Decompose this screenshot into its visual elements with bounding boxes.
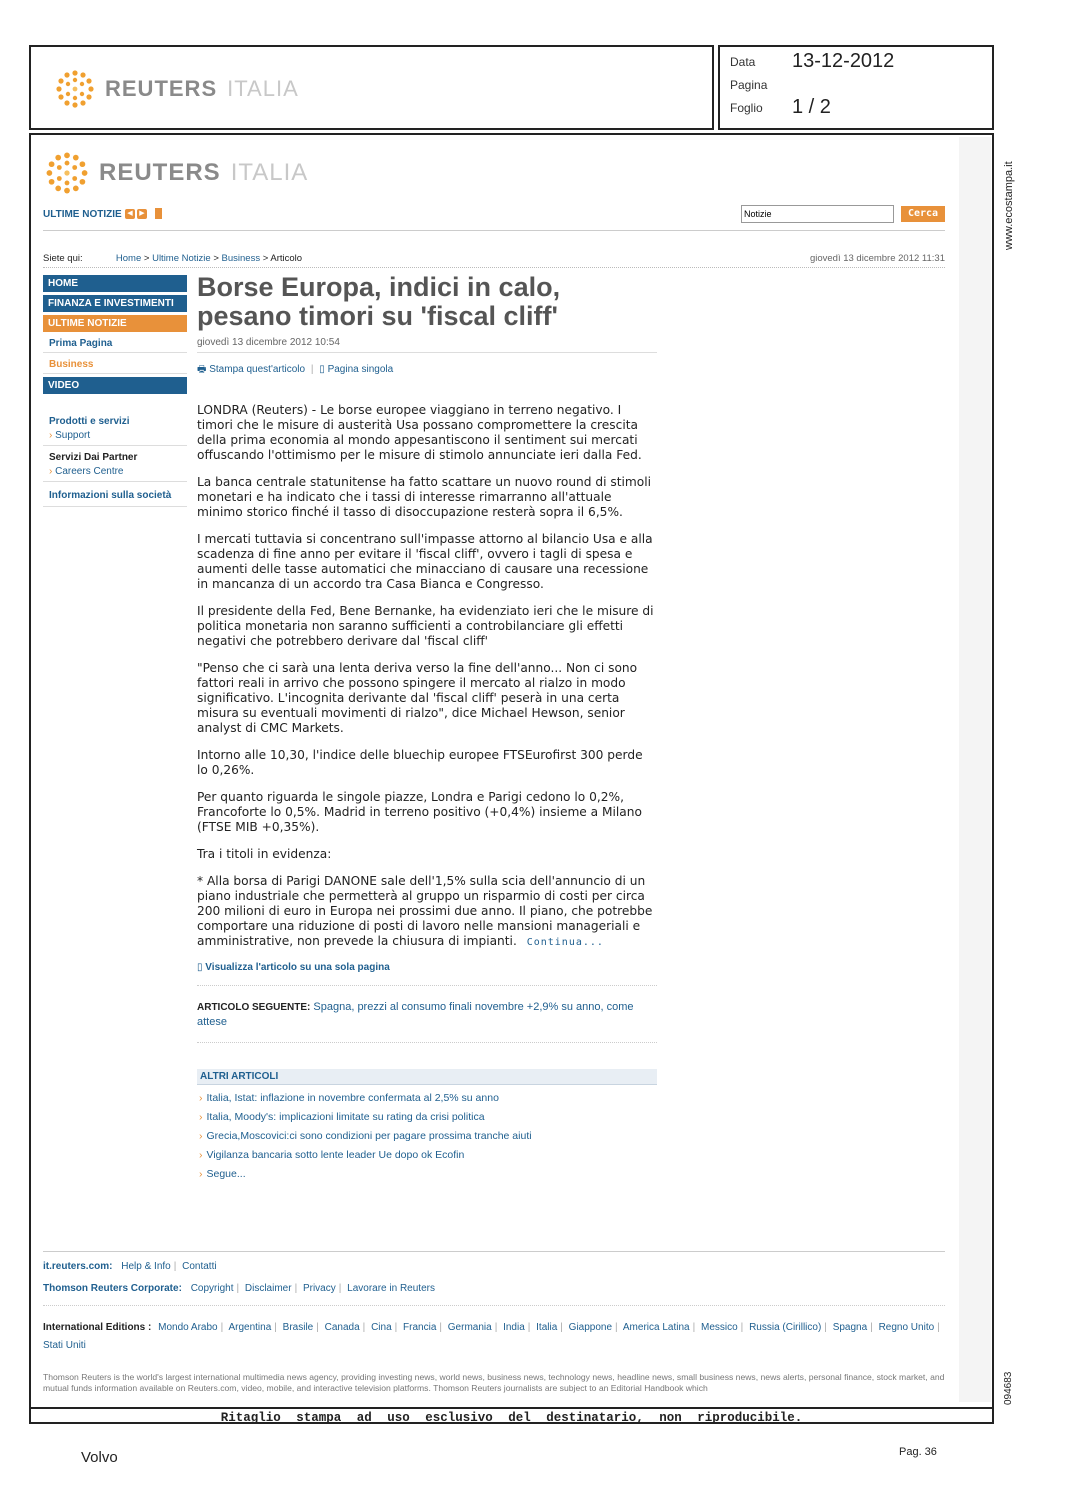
edition-link[interactable]: Argentina [228,1322,272,1333]
side-url: www.ecostampa.it [1003,161,1015,250]
article-paragraph: Il presidente della Fed, Bene Bernanke, ha evidenziato ieri che le misure di politica monetaria non saranno sufficienti a controbilanciare gli effetti negativi che potrebbero derivare dal 'fiscal cliff' [197,604,654,648]
footer-site-label: it.reuters.com: [43,1261,113,1272]
footer-copyright-link[interactable]: Copyright [190,1283,234,1294]
nav-home[interactable]: HOME [43,275,187,292]
nav-business[interactable]: Business [43,356,187,374]
edition-link[interactable]: Messico [700,1322,738,1333]
search-input[interactable] [741,205,894,223]
breadcrumb-current: Articolo [270,253,303,264]
next-label: ARTICOLO SEGUENTE: [197,1002,311,1013]
article-paragraph: I mercati tuttavia si concentrano sull'impasse attorno al bilancio Usa e alla scadenza di fine anno per evitare il 'fiscal cliff', ovvero i tagli di spesa e aumenti delle tasse automatici che minacciano di causare una recessione in mancanza di un accordo tra Casa Bianca e Congresso. [197,532,653,591]
reuters-logo-icon [55,69,95,109]
footer-row-site: it.reuters.com: Help & Info | Contatti [43,1261,217,1272]
edition-link[interactable]: Brasile [282,1322,314,1333]
edition-link[interactable]: Italia [536,1322,558,1333]
edition-link[interactable]: Germania [447,1322,492,1333]
single-page-link[interactable]: Pagina singola [327,364,394,375]
edition-link[interactable]: Russia (Cirillico) [749,1322,822,1333]
footer-lavorare-link[interactable]: Lavorare in Reuters [347,1283,435,1294]
continue-link[interactable]: Continua... [526,937,604,948]
related-list [197,1092,657,1180]
site-logo [45,151,308,195]
page-datetime: giovedì 13 dicembre 2012 11:31 [809,253,945,264]
nav-ultime-notizie[interactable]: ULTIME NOTIZIE [43,315,187,332]
article-tools: 🖶 Stampa quest'articolo | ▯ Pagina singola [197,364,394,375]
footer-dotted-divider [43,1305,945,1306]
article-paragraph: "Penso che ci sarà una lenta deriva verso la fine dell'anno... Non ci sono fattori reali in arrivo che possono spingere il mercato al rialzo in modo significativo. L'incognita derivante dal 'fiscal cliff' peserà in una certa misura su eventuali movimenti di rialzo", dice Michael Hewson, senior analyst di CMC Markets. [197,661,638,735]
data-label: Data [730,55,756,69]
header-brand-box [29,45,714,130]
brand-name: REUTERS [105,76,218,101]
rss-icon[interactable] [155,208,162,219]
breadcrumb-business[interactable]: Business [221,253,261,264]
edition-link[interactable]: India [503,1322,525,1333]
ticker-next-icon[interactable]: ▶ [137,209,147,219]
breadcrumb-divider [43,267,945,268]
breadcrumb-prefix: Siete qui: [43,253,83,264]
search-button[interactable]: Cerca [901,206,945,222]
info-section [43,490,187,507]
clipping-disclaimer: Ritaglio stampa ad uso esclusivo del destinatario, non riproducibile. [31,1407,992,1425]
print-link[interactable]: Stampa quest'articolo [209,364,306,375]
left-nav [43,275,187,507]
info-title[interactable]: Informazioni sulla società [49,490,172,501]
next-article [197,1000,657,1043]
partners-section [43,452,187,482]
foglio-label: Foglio [730,101,763,115]
pagina-label: Pagina [730,78,768,92]
view-single-page[interactable]: ▯ Visualizza l'articolo su una sola pagina [197,962,657,986]
site-brand-name: REUTERS [99,159,221,186]
footer-privacy-link[interactable]: Privacy [302,1283,336,1294]
edition-link[interactable]: Francia [403,1322,437,1333]
partners-title: Servizi Dai Partner [49,452,138,463]
products-section [43,416,187,446]
edition-link[interactable]: Spagna [832,1322,868,1333]
footer-help-link[interactable]: Help & Info [121,1261,171,1272]
page-number: Pag. 36 [899,1446,937,1458]
clipping-box [29,133,994,1424]
next-article-link[interactable]: Spagna, prezzi al consumo finali novembre +2,9% su anno, come attese [197,1001,634,1028]
nav-prima-pagina[interactable]: Prima Pagina [43,335,187,353]
breadcrumb-home[interactable]: Home [115,253,142,264]
footer-about: Thomson Reuters is the world's largest international multimedia news agency, providing investing news, world news, business news, technology news, headline news, small business news, news alerts, personal finance, stock market, and mutual funds information available on Reuters.com, video, mobile, and interactive television platforms. Thomson Reuters journalists are subject to an Editorial Handbook which [43,1372,945,1393]
header-meta-box [718,45,994,130]
header-logo [55,69,299,109]
related-item[interactable]: › Italia, Moody's: implicazioni limitate su rating da crisi politica [199,1111,657,1123]
footer-divider [43,1251,945,1252]
related-item[interactable]: › Italia, Istat: inflazione in novembre confermata al 2,5% su anno [199,1092,657,1104]
article-paragraph: Intorno alle 10,30, l'indice delle bluechip europee FTSEurofirst 300 perde lo 0,26%. [197,748,643,777]
side-code: 094683 [1003,1371,1014,1405]
edition-link[interactable]: Regno Unito [878,1322,935,1333]
related-item[interactable]: › Grecia,Moscovici:ci sono condizioni per pagare prossima tranche aiuti [199,1130,657,1142]
page-icon[interactable]: ▯ [319,364,325,375]
foglio-value: 1 / 2 [792,96,831,118]
article [197,273,657,1187]
edition-link[interactable]: Cina [371,1322,392,1333]
footer-disclaimer-link[interactable]: Disclaimer [244,1283,292,1294]
article-title: Borse Europa, indici in calo, pesano timori su 'fiscal cliff' [197,272,561,331]
brand-suffix: ITALIA [227,76,299,101]
products-title[interactable]: Prodotti e servizi [49,416,130,427]
reuters-logo-icon [45,151,89,195]
breadcrumb: Siete qui: Home > Ultime Notizie > Business > Articolo giovedì 13 dicembre 2012 11:31 [43,253,945,264]
breadcrumb-ultime-notizie[interactable]: Ultime Notizie [152,253,211,264]
article-timestamp: giovedì 13 dicembre 2012 10:54 [197,337,657,353]
article-paragraph: La banca centrale statunitense ha fatto scattare un nuovo round di stimoli monetari e ha indicato che i tassi di interesse rimarranno all'attuale minimo storico finché il tasso di disoccupazione resterà sopra il 6,5%. [197,475,651,519]
article-paragraph-last: * Alla borsa di Parigi DANONE sale dell'1,5% sulla scia dell'annuncio di un piano industriale che permetterà al gruppo un risparmio di costi per circa 200 milioni di euro in Europa nei prossimi due anno. Il piano, che potrebbe comportare una riduzione di posti di lavoro nelle mansioni manageriali e amministrative, non prevede la chiusura di impianti. Continua... [197,874,653,948]
edition-link[interactable]: Stati Uniti [43,1340,86,1351]
edition-link[interactable]: Giappone [568,1322,613,1333]
ticker-prev-icon[interactable]: ◀ [125,209,135,219]
edition-link[interactable]: America Latina [622,1322,690,1333]
careers-link[interactable]: › Careers Centre [49,466,124,477]
footer-editions: International Editions : Mondo Arabo | Argentina | Brasile | Canada | Cina | Francia | Germania | India | Italia | Giappone | America Latina | Messico | Russia (Cirillico) | Spagna | Regno Unito | Stati Uniti [43,1322,940,1351]
article-paragraph: LONDRA (Reuters) - Le borse europee viaggiano in terreno negativo. I timori che le misure di austerità Usa possano compromettere la crescita della prima economia al mondo appesantiscono il sentiment sui mercati offuscando l'ottimismo per le misure di stimolo annunciate ieri dalla Fed. [197,403,642,462]
nav-video[interactable]: VIDEO [43,377,187,394]
data-value: 13-12-2012 [792,50,895,72]
article-paragraph: Per quanto riguarda le singole piazze, Londra e Parigi cedono lo 0,2%, Francoforte lo 0,5%. Madrid in terreno positivo (+0,4%) insieme a Milano (FTSE MIB +0,35%). [197,790,642,834]
article-body [197,403,657,950]
footer-row-corporate: Thomson Reuters Corporate: Copyright | Disclaimer | Privacy | Lavorare in Reuters [43,1283,435,1294]
related-item[interactable]: › Vigilanza bancaria sotto lente leader Ue dopo ok Ecofin [199,1149,657,1161]
edition-link[interactable]: Canada [324,1322,360,1333]
related-item[interactable]: › Segue... [199,1168,657,1180]
footer-corporate-label: Thomson Reuters Corporate: [43,1283,182,1294]
ticker-bar [43,207,945,231]
edition-link[interactable]: Mondo Arabo [158,1322,218,1333]
site-brand-suffix: ITALIA [230,159,309,186]
client-name: Volvo [81,1449,118,1466]
nav-finanza[interactable]: FINANZA E INVESTIMENTI [43,295,187,312]
page-icon: ▯ [197,962,203,973]
print-icon[interactable]: 🖶 [197,364,207,375]
right-strip [959,137,991,1402]
support-link[interactable]: › Support [49,430,91,441]
ticker-label[interactable]: ULTIME NOTIZIE [43,209,122,220]
article-paragraph: Tra i titoli in evidenza: [197,847,332,861]
editions-label: International Editions : [43,1322,152,1333]
footer-contatti-link[interactable]: Contatti [182,1261,217,1272]
related-title: ALTRI ARTICOLI [197,1069,657,1085]
